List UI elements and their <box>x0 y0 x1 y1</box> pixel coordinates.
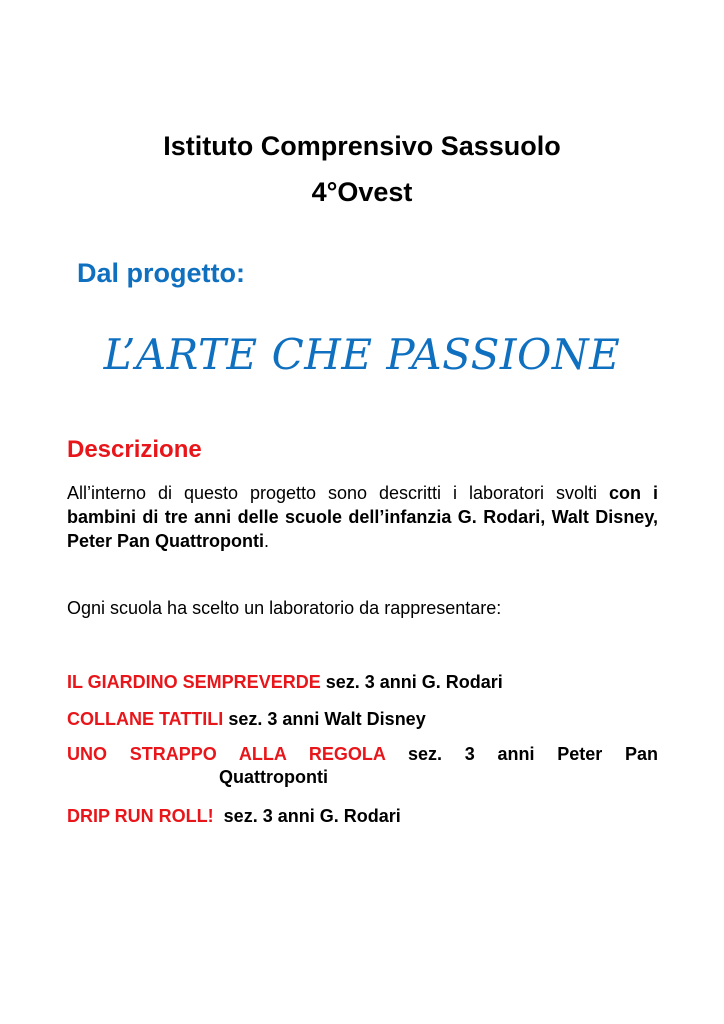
lab-item <box>67 670 658 694</box>
lab-detail: sez. 3 anni G. Rodari <box>213 806 401 826</box>
lab-name: COLLANE TATTILI <box>67 709 224 729</box>
description-heading: Descrizione <box>67 436 202 463</box>
description-text-plain: All’interno di questo progetto sono descritti i laboratori svolti <box>67 483 598 503</box>
description-paragraph <box>67 481 658 553</box>
lab-detail-continuation: Quattroponti <box>219 767 328 787</box>
lab-detail: sez. 3 anni G. Rodari <box>320 672 503 692</box>
description-text-bold: con i bambini di tre anni delle scuole dell’infanzia G. Rodari, Walt Disney, Peter Pan Quattroponti <box>67 483 658 551</box>
institute-branch: 4°Ovest <box>311 177 413 207</box>
lab-detail: sez. 3 anni Peter Pan <box>385 744 659 764</box>
lab-item <box>67 707 658 731</box>
lab-item <box>67 804 658 828</box>
lab-name: IL GIARDINO SEMPREVERDE <box>67 672 321 692</box>
lab-name: DRIP RUN ROLL! <box>67 806 214 826</box>
description-paragraph-2: Ogni scuola ha scelto un laboratorio da rappresentare: <box>67 598 502 618</box>
project-title: L’ARTE CHE PASSIONE <box>103 330 621 379</box>
lab-name: UNO STRAPPO ALLA REGOLA <box>67 744 386 764</box>
project-intro: Dal progetto: <box>77 258 245 288</box>
institute-name: Istituto Comprensivo Sassuolo <box>163 131 561 161</box>
description-text-end: . <box>264 531 270 551</box>
lab-detail: sez. 3 anni Walt Disney <box>223 709 426 729</box>
lab-item <box>67 742 658 766</box>
